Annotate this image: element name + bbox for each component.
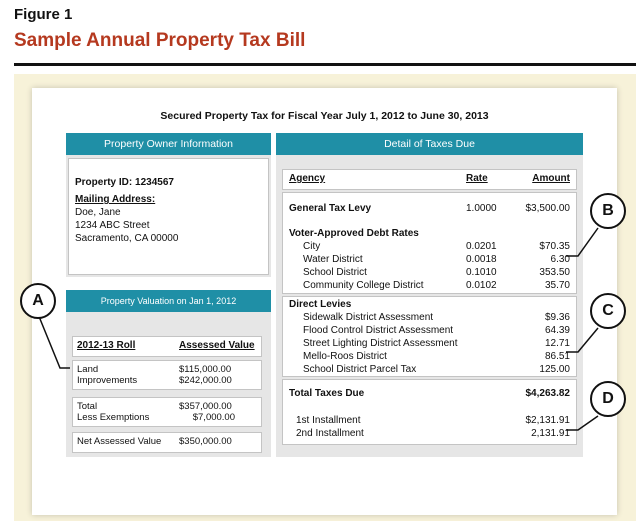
land-value: $115,000.00 — [179, 364, 232, 375]
voter-row-rate: 0.0018 — [466, 254, 497, 265]
voter-row-agency: Water District — [303, 254, 363, 265]
mailing-address-label: Mailing Address: — [75, 194, 156, 205]
direct-levies-heading: Direct Levies — [289, 299, 352, 310]
exemptions-value: $7,000.00 — [192, 412, 235, 423]
roll-column-header: 2012-13 Roll — [77, 340, 136, 351]
levy-row-amount: 64.39 — [544, 325, 570, 336]
rate-column-header: Rate — [466, 173, 488, 184]
property-id: Property ID: 1234567 — [75, 177, 174, 188]
levy-row-agency: Sidewalk District Assessment — [303, 312, 434, 323]
general-levy-amount: $3,500.00 — [525, 203, 570, 214]
figure-label: Figure 1 — [14, 6, 73, 23]
total-due-amount: $4,263.82 — [525, 388, 570, 399]
callout-d: D — [590, 381, 626, 417]
levy-row-agency: Mello-Roos District — [303, 351, 387, 362]
levy-row-amount: 12.71 — [544, 338, 570, 349]
voter-row-amount: 6.30 — [550, 254, 570, 265]
callout-c: C — [590, 293, 626, 329]
total-label: Total — [77, 401, 98, 412]
general-levy-rate: 1.0000 — [466, 203, 497, 214]
agency-column-header: Agency — [289, 173, 326, 184]
net-value-label: Net Assessed Value — [77, 436, 162, 447]
general-levy-label: General Tax Levy — [289, 203, 372, 214]
taxes-panel-heading: Detail of Taxes Due — [276, 133, 583, 155]
voter-row-agency: City — [303, 241, 321, 252]
bill-header: Secured Property Tax for Fiscal Year July 1, 2012 to June 30, 2013 — [160, 110, 489, 122]
improvements-value: $242,000.00 — [179, 375, 232, 386]
voter-row-amount: 35.70 — [544, 280, 570, 291]
levy-row-agency: School District Parcel Tax — [303, 364, 417, 375]
callout-b: B — [590, 193, 626, 229]
figure-title: Sample Annual Property Tax Bill — [14, 30, 306, 51]
levy-row-amount: 125.00 — [539, 364, 570, 375]
total-value: $357,000.00 — [179, 401, 232, 412]
voter-debt-heading: Voter-Approved Debt Rates — [289, 228, 419, 239]
voter-row-amount: 353.50 — [539, 267, 570, 278]
total-due-label: Total Taxes Due — [289, 388, 365, 399]
callout-a: A — [20, 283, 56, 319]
voter-row-rate: 0.1010 — [466, 267, 497, 278]
voter-row-rate: 0.0201 — [466, 241, 497, 252]
voter-row-agency: School District — [303, 267, 367, 278]
voter-row-agency: Community College District — [303, 280, 424, 291]
levy-row-agency: Flood Control District Assessment — [303, 325, 454, 336]
valuation-panel-heading: Property Valuation on Jan 1, 2012 — [66, 290, 271, 312]
exemptions-label: Less Exemptions — [77, 412, 150, 423]
amount-column-header: Amount — [532, 173, 570, 184]
owner-city: Sacramento, CA 00000 — [75, 233, 179, 244]
land-label: Land — [77, 364, 99, 375]
second-installment-amount: 2,131.91 — [531, 428, 570, 439]
first-installment-amount: $2,131.91 — [525, 415, 570, 426]
levy-row-amount: 86.51 — [544, 351, 570, 362]
levy-row-agency: Street Lighting District Assessment — [303, 338, 458, 349]
first-installment-label: 1st Installment — [296, 415, 361, 426]
improvements-label: Improvements — [77, 375, 138, 386]
voter-row-amount: $70.35 — [539, 241, 570, 252]
levy-row-amount: $9.36 — [544, 312, 570, 323]
assessed-value-column-header: Assessed Value — [179, 340, 255, 351]
owner-street: 1234 ABC Street — [75, 220, 150, 231]
voter-row-rate: 0.0102 — [466, 280, 497, 291]
net-value: $350,000.00 — [179, 436, 232, 447]
second-installment-label: 2nd Installment — [296, 428, 364, 439]
owner-name: Doe, Jane — [75, 207, 121, 218]
owner-panel-heading: Property Owner Information — [66, 133, 271, 155]
